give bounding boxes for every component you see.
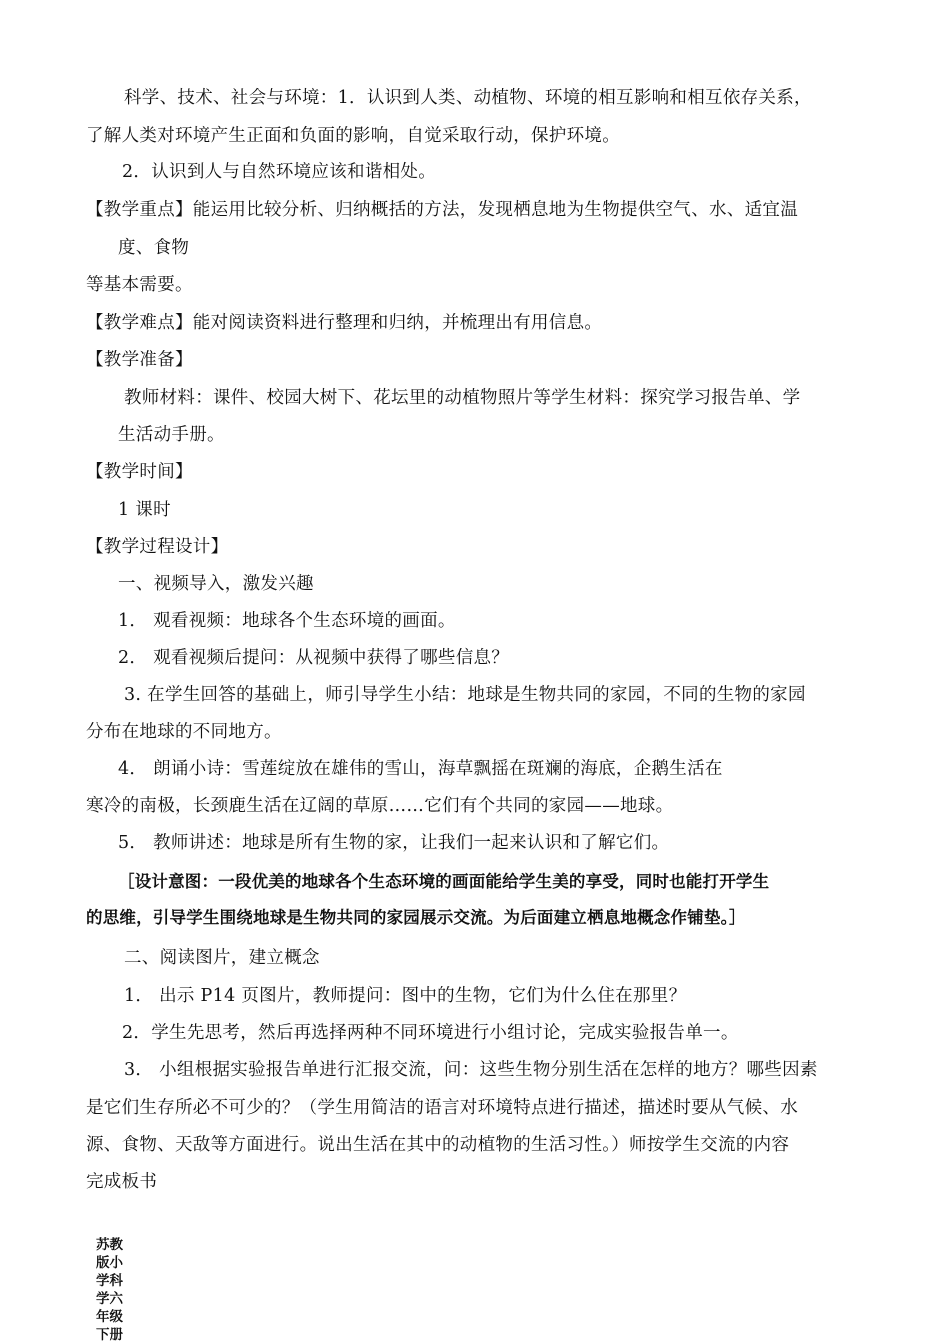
text-line: 是它们生存所必不可少的？（学生用简洁的语言对环境特点进行描述，描述时要从气候、水 — [86, 1098, 798, 1118]
design-intent-note: ［设计意图：一段优美的地球各个生态环境的画面能给学生美的享受，同时也能打开学生 — [118, 872, 770, 891]
text-line: 了解人类对环境产生正面和负面的影响，自觉采取行动，保护环境。 — [86, 126, 620, 146]
footer-text: 学科 — [96, 1273, 123, 1289]
text-line: 等基本需要。 — [86, 275, 193, 295]
section-heading-difficulties: 【教学难点】能对阅读资料进行整理和归纳，并梳理出有用信息。 — [86, 313, 603, 333]
footer-text: 学六 — [96, 1291, 123, 1307]
footer-text: 年级 — [96, 1309, 123, 1325]
section-heading-process: 【教学过程设计】 — [86, 537, 229, 557]
section-heading-key-points: 【教学重点】能运用比较分析、归纳概括的方法，发现栖息地为生物提供空气、水、适宜温 — [86, 200, 798, 220]
text-line: 2．认识到人与自然环境应该和谐相处。 — [122, 162, 437, 182]
footer-text: 版小 — [96, 1255, 123, 1271]
section-heading-preparation: 【教学准备】 — [86, 350, 193, 370]
list-item: 4． 朗诵小诗：雪莲绽放在雄伟的雪山，海草飘摇在斑斓的海底，企鹅生活在 — [118, 759, 723, 779]
text-line: 寒冷的南极，长颈鹿生活在辽阔的草原……它们有个共同的家园——地球。 — [86, 796, 674, 816]
text-line: 1 课时 — [118, 500, 171, 520]
list-item: 3． 小组根据实验报告单进行汇报交流，问：这些生物分别生活在怎样的地方？哪些因素 — [124, 1060, 818, 1080]
footer-label — [96, 1236, 132, 1344]
text-line: 教师材料：课件、校园大树下、花坛里的动植物照片等学生材料：探究学习报告单、学 — [124, 388, 801, 408]
list-item: 3. 在学生回答的基础上，师引导学生小结：地球是生物共同的家园，不同的生物的家园 — [124, 685, 806, 705]
text-line: 科学、技术、社会与环境：1．认识到人类、动植物、环境的相互影响和相互依存关系， — [124, 88, 812, 108]
list-item: 2．学生先思考，然后再选择两种不同环境进行小组讨论，完成实验报告单一。 — [122, 1023, 739, 1043]
subsection-heading: 二、阅读图片，建立概念 — [124, 948, 320, 968]
footer-text: 下册 — [96, 1327, 123, 1343]
text-line: 源、食物、天敌等方面进行。说出生活在其中的动植物的生活习性。）师按学生交流的内容 — [86, 1135, 790, 1155]
section-heading-time: 【教学时间】 — [86, 462, 193, 482]
footer-text: 苏教 — [96, 1237, 123, 1253]
text-line: 生活动手册。 — [118, 425, 225, 445]
list-item: 5． 教师讲述：地球是所有生物的家，让我们一起来认识和了解它们。 — [118, 833, 670, 853]
list-item: 1． 观看视频：地球各个生态环境的画面。 — [118, 611, 456, 631]
text-line: 度、食物 — [118, 238, 190, 258]
text-line: 完成板书 — [86, 1172, 158, 1192]
list-item: 1． 出示 P14 页图片，教师提问：图中的生物，它们为什么住在那里？ — [124, 986, 687, 1006]
list-item: 2． 观看视频后提问：从视频中获得了哪些信息？ — [118, 648, 510, 668]
subsection-heading: 一、视频导入，激发兴趣 — [118, 574, 314, 594]
text-line: 分布在地球的不同地方。 — [86, 722, 282, 742]
design-intent-note: 的思维，引导学生围绕地球是生物共同的家园展示交流。为后面建立栖息地概念作铺垫。］ — [86, 908, 746, 927]
